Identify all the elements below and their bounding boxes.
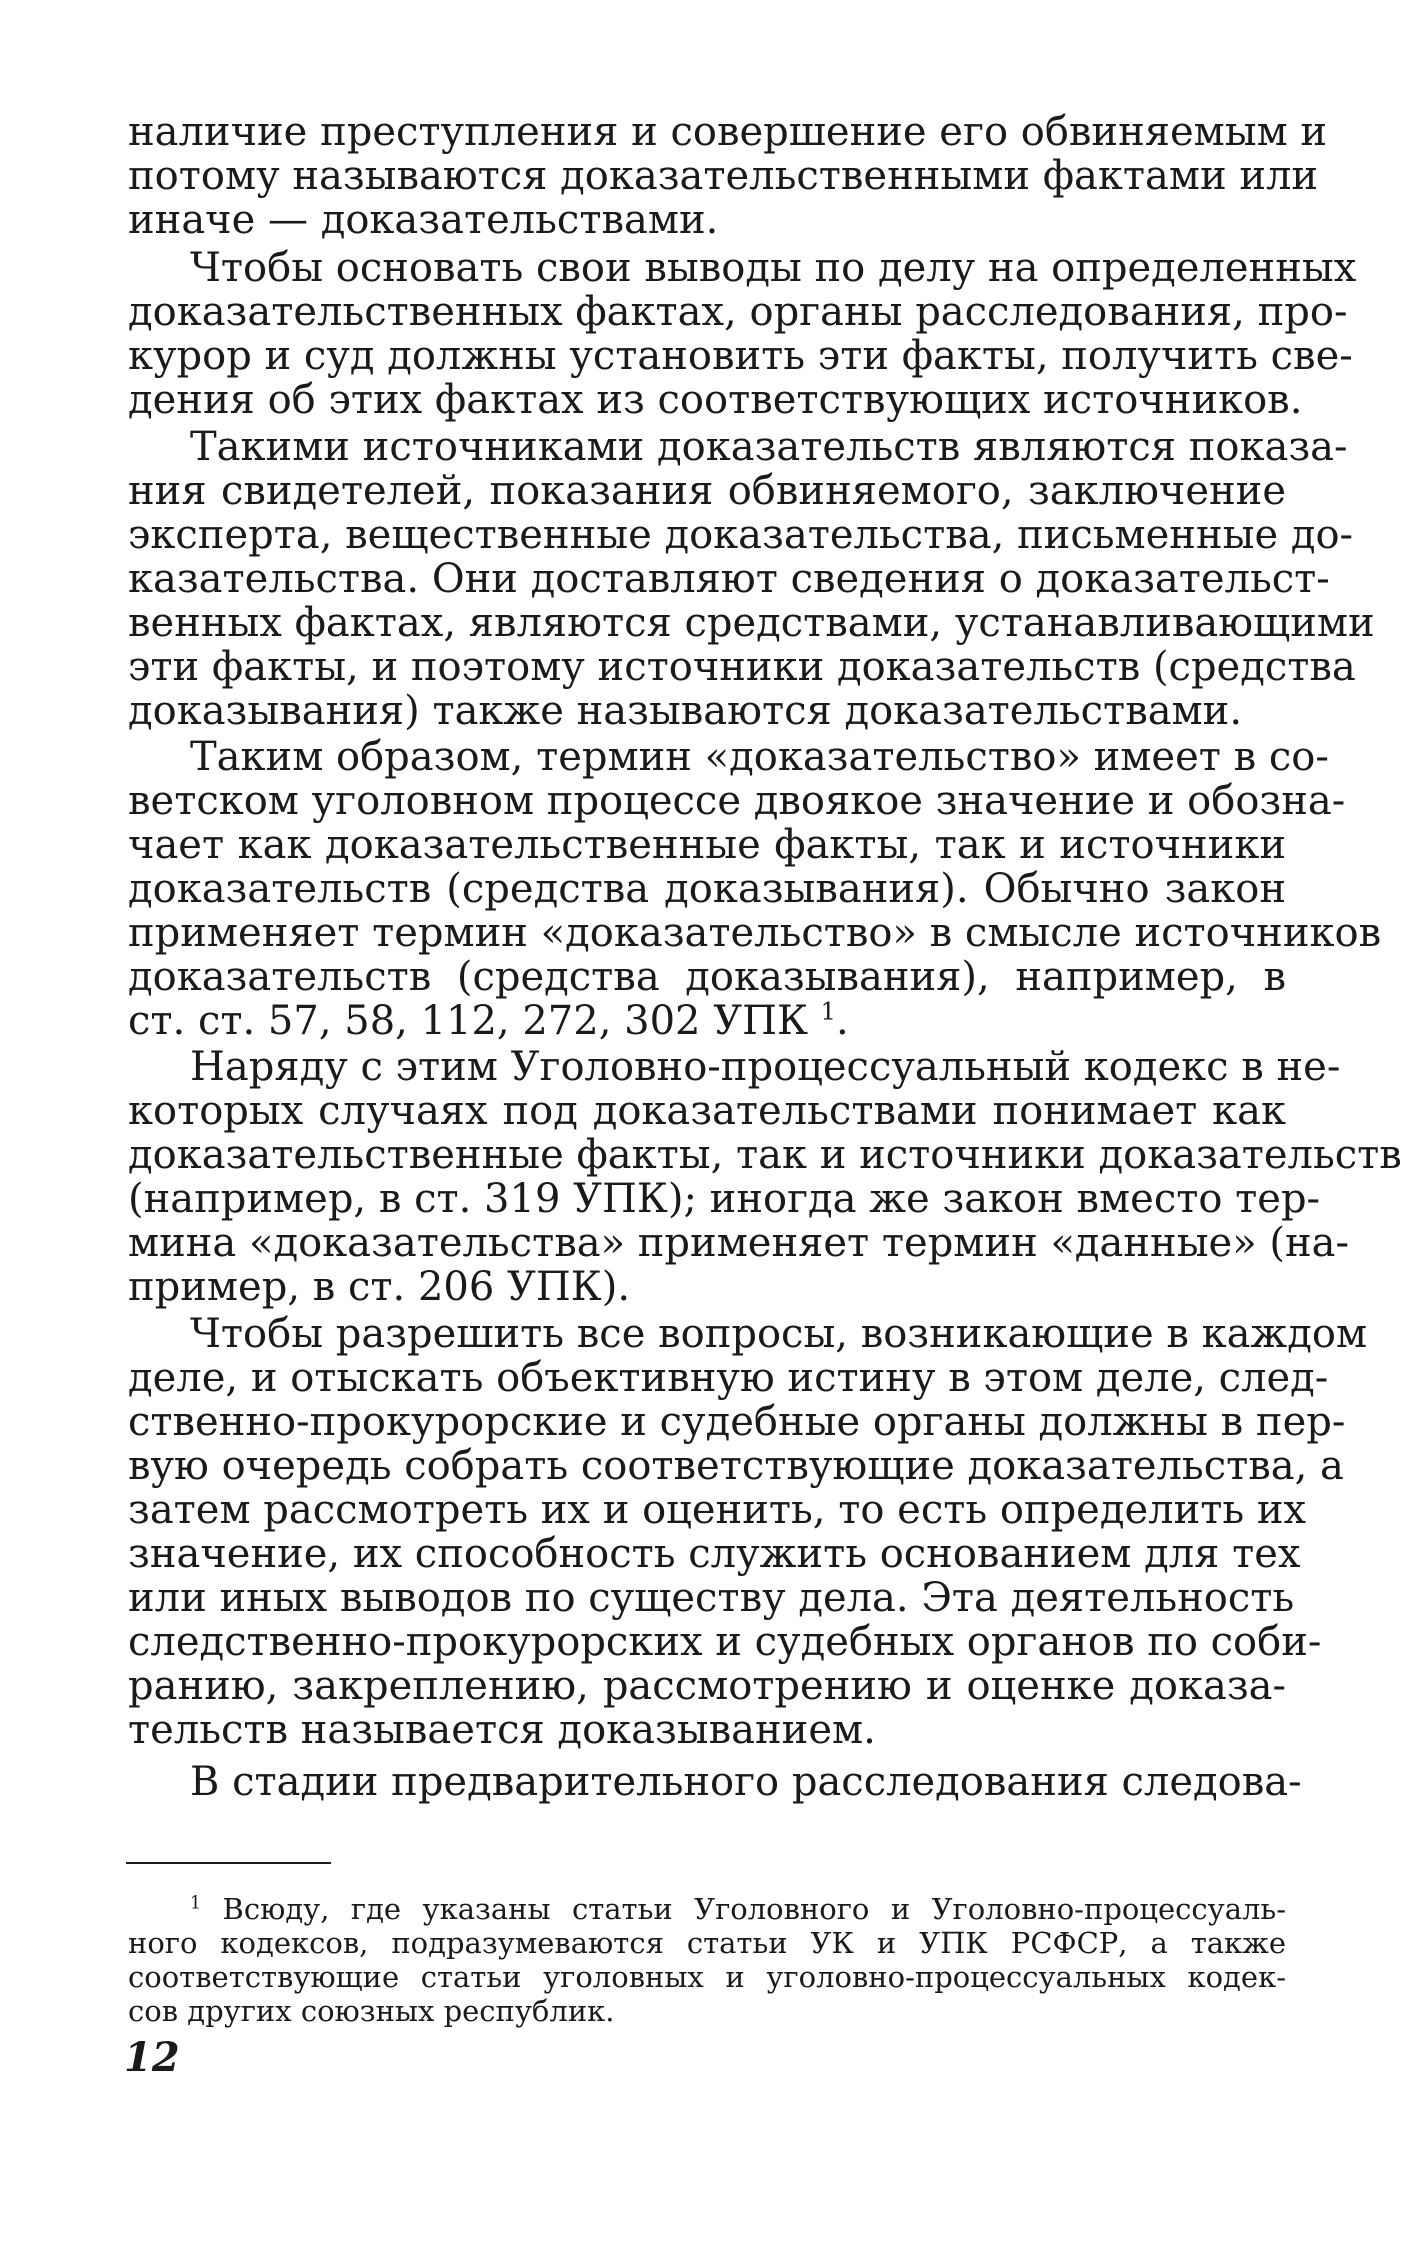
text-line: ранию, закреплению, рассмотрению и оценке доказа- [128,1663,1286,1709]
text-line: тельств называется доказыванием. [128,1707,876,1753]
footnote-line [190,1892,1286,1926]
text-line: которых случаях под доказательствами понимает как [128,1088,1286,1134]
page-number: 12 [124,2034,180,2081]
text-line: доказательств (средства доказывания), например, в [128,954,1286,1000]
footnote-marker: 1 [190,1893,202,1914]
footnote-text: Всюду, где указаны статьи Уголовного и Уголовно-процессуаль- [222,1892,1286,1926]
text-line: вую очередь собрать соответствующие доказательства, а [128,1443,1344,1489]
text-line-period: . [835,998,849,1044]
text-line: Такими источниками доказательств являются показа- [190,424,1348,470]
text-line: В стадии предварительного расследования следова- [190,1759,1302,1805]
text-line: эксперта, вещественные доказательства, письменные до- [128,512,1354,558]
text-line: эти факты, и поэтому источники доказательств (средства [128,644,1356,690]
text-line-content: ст. ст. 57, 58, 112, 272, 302 УПК [128,998,808,1044]
text-line: доказательственных фактах, органы расследования, про- [128,289,1348,335]
text-line: Чтобы основать свои выводы по делу на определенных [190,245,1357,291]
footnote-divider [126,1862,331,1864]
text-line: дения об этих фактах из соответствующих источников. [128,377,1303,423]
text-line: затем рассмотреть их и оценить, то есть определить их [128,1487,1307,1533]
text-line [128,999,1286,1043]
text-line: доказательственные факты, так и источники доказательств [128,1132,1402,1178]
text-line: иначе — доказательствами. [128,197,719,243]
text-line: деле, и отыскать объективную истину в этом деле, след- [128,1355,1329,1401]
text-line: (например, в ст. 319 УПК); иногда же закон вместо тер- [128,1176,1321,1222]
text-line: потому называются доказательственными фактами или [128,153,1319,199]
text-line: следственно-прокурорских и судебных органов по соби- [128,1619,1322,1665]
text-line: доказательств (средства доказывания). Обычно закон [128,866,1286,912]
footnote-line: соответствующие статьи уголовных и уголовно-процессуальных кодек- [128,1960,1286,1994]
footnote-reference: 1 [820,997,836,1026]
text-line: наличие преступления и совершение его обвиняемым и [128,109,1328,155]
text-line: мина «доказательства» применяет термин «данные» (на- [128,1220,1350,1266]
text-line: ния свидетелей, показания обвиняемого, заключение [128,468,1286,514]
footnote-line: сов других союзных республик. [128,1994,615,2028]
text-line: Чтобы разрешить все вопросы, возникающие в каждом [190,1311,1368,1357]
text-line: Наряду с этим Уголовно-процессуальный кодекс в не- [190,1044,1341,1090]
text-line: значение, их способность служить основанием для тех [128,1531,1301,1577]
footnote-line: ного кодексов, подразумеваются статьи УК и УПК РСФСР, а также [128,1926,1286,1960]
text-line: курор и суд должны установить эти факты, получить све- [128,333,1353,379]
text-line: применяет термин «доказательство» в смысле источников [128,910,1382,956]
text-line: доказывания) также называются доказательствами. [128,688,1243,734]
text-line: или иных выводов по существу дела. Эта деятельность [128,1575,1295,1621]
text-line: ветском уголовном процессе двоякое значение и обозна- [128,778,1346,824]
text-line: чает как доказательственные факты, так и источники [128,822,1286,868]
text-line: ственно-прокурорские и судебные органы должны в пер- [128,1399,1346,1445]
text-line: казательства. Они доставляют сведения о доказательст- [128,556,1330,602]
text-line: Таким образом, термин «доказательство» имеет в со- [190,734,1329,780]
text-line: пример, в ст. 206 УПК). [128,1264,631,1310]
text-line: венных фактах, являются средствами, устанавливающими [128,600,1375,646]
